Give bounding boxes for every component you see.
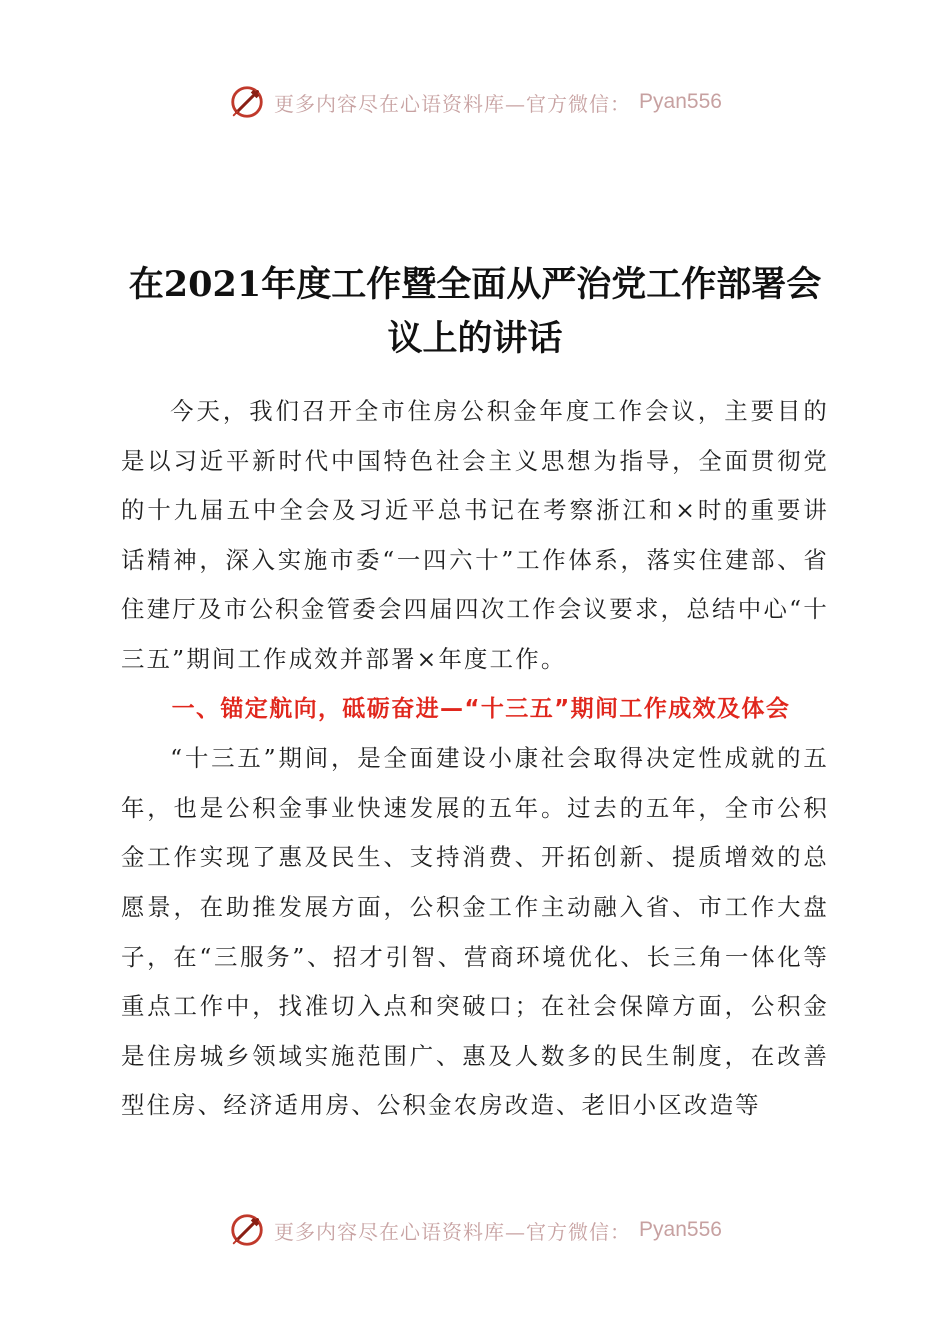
pen-logo-icon [228,1211,266,1249]
watermark-text: 更多内容尽在心语资料库—官方微信： [274,91,632,116]
watermark-wechat-id: Pyan556 [639,90,722,113]
document-body [121,387,829,1131]
title-line-2: 议上的讲话 [387,318,563,359]
header-watermark [0,80,950,124]
document-title [120,258,830,366]
section-1-paragraph: “十三五”期间，是全面建设小康社会取得决定性成就的五年，也是公积金事业快速发展的五年。过去的五年，全市公积金工作实现了惠及民生、支持消费、开拓创新、提质增效的总愿景，在助推发展方面，公积金工作主动融入省、市工作大盘子，在“三服务”、招才引智、营商环境优化、长三角一体化等重点工作中，找准切入点和突破口；在社会保障方面，公积金是住房城乡领域实施范围广、惠及人数多的民生制度，在改善型住房、经济适用房、公积金农房改造、老旧小区改造等 [121,744,829,1120]
section-heading-1: 一、锚定航向，砥砺奋进—“十三五”期间工作成效及体会 [171,695,791,722]
intro-paragraph: 今天，我们召开全市住房公积金年度工作会议，主要目的是以习近平新时代中国特色社会主义思想为指导，全面贯彻党的十九届五中全会及习近平总书记在考察浙江和×时的重要讲话精神，深入实施市委“一四六十”工作体系，落实住建部、省住建厅及市公积金管委会四届四次工作会议要求，总结中心“十三五”期间工作成效并部署×年度工作。 [121,397,829,673]
watermark-text: 更多内容尽在心语资料库—官方微信： [274,1219,632,1244]
pen-logo-icon [228,83,266,121]
watermark-wechat-id: Pyan556 [639,1218,722,1241]
footer-watermark [0,1208,950,1252]
title-line-1: 在2021年度工作暨全面从严治党工作部署会 [128,264,822,305]
